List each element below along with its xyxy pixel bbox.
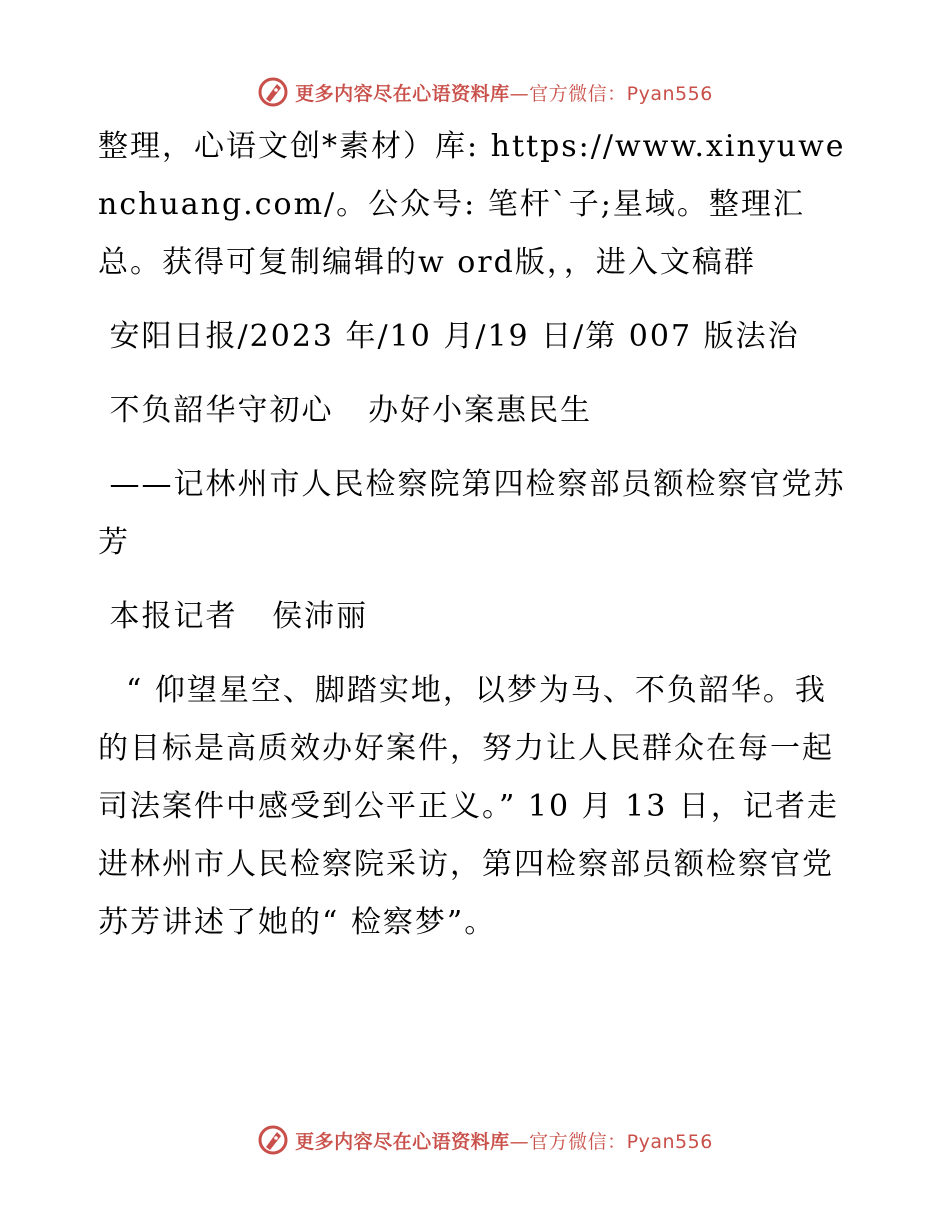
intro-paragraph: 整理，心语文创*素材）库: https://www.xinyuwenchuang.com/。公众号: 笔杆`子;星域。整理汇总。获得可复制编辑的w ord版，，进入文稿群 — [98, 129, 846, 280]
pen-nib-logo-icon — [257, 1124, 289, 1156]
byline: 本报记者 侯沛丽 — [98, 599, 369, 634]
header-banner-text — [295, 79, 713, 106]
body-paragraph: “ 仰望星空、脚踏实地，以梦为马、不负韶华。我的目标是高质效办好案件，努力让人民群众在每一起司法案件中感受到公平正义。” 10 月 13 日，记者走进林州市人民检察院采访，第四检察部员额检察官党苏芳讲述了她的“ 检察梦”。 — [98, 673, 839, 940]
source-line: 安阳日报/2023 年/10 月/19 日/第 007 版法治 — [98, 319, 800, 354]
footer-wechat-text: 官方微信：Pyan556 — [529, 1130, 713, 1153]
footer-banner-content — [257, 1124, 713, 1156]
header-brand-text: 更多内容尽在心语资料库 — [295, 82, 510, 105]
document-body — [98, 118, 858, 952]
pen-nib-logo-icon — [257, 76, 289, 108]
subheadline: ——记林州市人民检察院第四检察部员额检察官党苏芳 — [98, 467, 846, 560]
header-wechat-text: 官方微信：Pyan556 — [529, 82, 713, 105]
footer-separator: — — [509, 1130, 530, 1153]
header-separator: — — [509, 82, 530, 105]
footer-banner-text — [295, 1127, 713, 1154]
header-banner-content — [257, 76, 713, 108]
footer-brand-text: 更多内容尽在心语资料库 — [295, 1130, 510, 1153]
header-banner — [0, 72, 950, 112]
footer-banner — [0, 1120, 950, 1160]
headline: 不负韶华守初心 办好小案惠民生 — [98, 393, 593, 428]
